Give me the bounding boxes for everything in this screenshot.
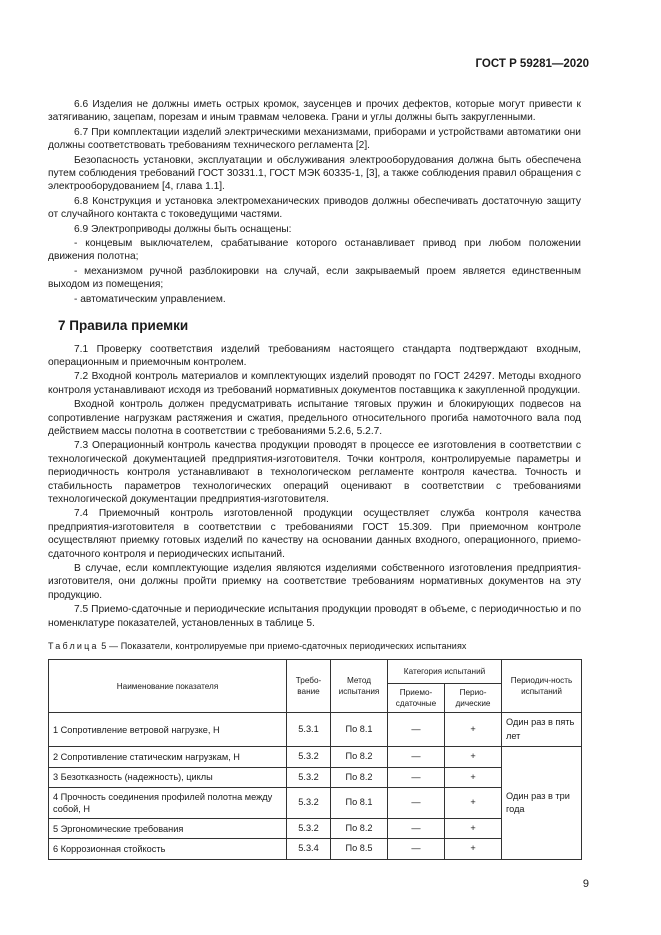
header-category: Категория испытаний: [388, 660, 502, 684]
row-requirement: 5.3.2: [287, 788, 331, 819]
row-requirement: 5.3.2: [287, 747, 331, 767]
header-acceptance: Приемо-сдаточные: [388, 684, 445, 713]
row-requirement: 5.3.4: [287, 839, 331, 859]
row-periodic: +: [445, 767, 502, 787]
row-method: По 8.2: [331, 819, 388, 839]
row-acceptance: —: [388, 819, 445, 839]
row-method: По 8.1: [331, 788, 388, 819]
header-name: Наименование показателя: [49, 660, 287, 713]
paragraph-7-1: 7.1 Проверку соответствия изделий требованиям настоящего стандарта подтверждают входным, операционным и приемочным контролем.: [48, 343, 581, 368]
row-periodic: +: [445, 788, 502, 819]
header-periodicity: Периодич-ность испытаний: [502, 660, 582, 713]
row-acceptance: —: [388, 839, 445, 859]
paragraph-own-components: В случае, если комплектующие изделия являются изделиями собственного изготовления предприятия-изготовителя, они должны пройти приемку на соответствие требованиям нормативных документов на эту продукцию.: [48, 563, 581, 601]
paragraph-input-control: Входной контроль должен предусматривать испытание тяговых пружин и блокирующих подвесов на сопротивление нагрузкам растяжения и сжатия, предельного относительного прогиба намоточного вала под действием массы полотна в соответствии с требованиями 5.2.6, 5.2.7.: [48, 399, 581, 437]
row-periodic: +: [445, 713, 502, 747]
row-requirement: 5.3.1: [287, 713, 331, 747]
paragraph-7-4: 7.4 Приемочный контроль изготовленной продукции осуществляет служба контроля качества предприятия-изготовителя в соответствии с требованиями ГОСТ 15.309. При приемочном контроле осуществляют приемку готовых изделий по качеству на основании данных входного, операционного, приемо-сдаточного контроля и периодических испытаний.: [48, 508, 581, 560]
paragraph-6-9: 6.9 Электроприводы должны быть оснащены:: [74, 223, 292, 235]
paragraph-6-6: 6.6 Изделия не должны иметь острых кромок, заусенцев и прочих дефектов, которые могут привести к затягиванию, зацепам, порезам и иным травмам человека. Грани и углы должны быть закругленными.: [48, 99, 581, 124]
row-periodicity: Один раз в пять лет: [502, 713, 582, 747]
row-acceptance: —: [388, 747, 445, 767]
row-periodic: +: [445, 839, 502, 859]
table-row: [49, 713, 582, 747]
table-caption-prefix: Таблица: [48, 641, 99, 652]
table-header-row: [49, 660, 582, 684]
header-requirement: Требо-вание: [287, 660, 331, 713]
row-method: По 8.5: [331, 839, 388, 859]
row-periodic: +: [445, 819, 502, 839]
row-method: По 8.1: [331, 713, 388, 747]
list-item-limit-switch: - концевым выключателем, срабатывание которого останавливает привод при любом положении движения полотна;: [48, 238, 581, 263]
section-heading: 7 Правила приемки: [58, 318, 189, 334]
header-method: Метод испытания: [331, 660, 388, 713]
list-item-manual-unlock: - механизмом ручной разблокировки на случай, если закрываемый проем является единственным выходом из помещения;: [48, 265, 581, 291]
row-name: 3 Безотказность (надежность), циклы: [49, 767, 287, 787]
paragraph-electrical-safety: Безопасность установки, эксплуатации и обслуживания электрооборудования должна быть обеспечена путем соблюдения требований ГОСТ 30331.1, ГОСТ МЭК 60335-1, [3], а также соблюдения правил обращения с электрооборудованием [4, глава 1.1].: [48, 154, 581, 193]
row-method: По 8.2: [331, 767, 388, 787]
table-caption: [48, 640, 581, 653]
row-name: 5 Эргономические требования: [49, 819, 287, 839]
row-name: 1 Сопротивление ветровой нагрузке, Н: [49, 713, 287, 747]
paragraph-7-2: 7.2 Входной контроль материалов и комплектующих изделий проводят по ГОСТ 24297. Методы входного контроля устанавливают исходя из требований нормативных документов поставщика к закупленной продукции.: [48, 371, 581, 396]
row-periodicity-merged: Один раз в три года: [502, 747, 582, 860]
table-row: [49, 747, 582, 767]
indicators-table: [48, 659, 582, 859]
row-name: 6 Коррозионная стойкость: [49, 839, 287, 859]
table-caption-text: 5 — Показатели, контролируемые при приемо-сдаточных периодических испытаниях: [98, 641, 467, 652]
row-requirement: 5.3.2: [287, 819, 331, 839]
document-body: [48, 98, 581, 860]
paragraph-7-3: 7.3 Операционный контроль качества продукции проводят в процессе ее изготовления в соответствии с технологической документацией предприятия-изготовителя. Точки контроля, контролируемые параметры и периодичность контроля устанавливают в технологическом регламенте контроля качества. Точность и стабильность параметров технологических операций оценивают в соответствии с требованиями технологической документации предприятия-изготовителя.: [48, 440, 581, 505]
row-name: 4 Прочность соединения профилей полотна между собой, Н: [49, 788, 287, 819]
list-item-auto-control: - автоматическим управлением.: [74, 293, 226, 305]
page-number: 9: [582, 878, 589, 890]
row-name: 2 Сопротивление статическим нагрузкам, Н: [49, 747, 287, 767]
row-periodic: +: [445, 747, 502, 767]
row-acceptance: —: [388, 713, 445, 747]
row-method: По 8.2: [331, 747, 388, 767]
row-requirement: 5.3.2: [287, 767, 331, 787]
paragraph-6-8: 6.8 Конструкция и установка электромеханических приводов должны обеспечивать достаточную защиту от случайного контакта с токоведущими частями.: [48, 195, 581, 221]
paragraph-7-5: 7.5 Приемо-сдаточные и периодические испытания продукции проводят в объеме, с периодичностью и по номенклатуре показателей, установленных в таблице 5.: [48, 604, 581, 629]
row-acceptance: —: [388, 788, 445, 819]
standard-number: ГОСТ Р 59281—2020: [475, 58, 589, 70]
row-acceptance: —: [388, 767, 445, 787]
paragraph-6-7: 6.7 При комплектации изделий электрическими механизмами, приборами и устройствами автоматики они должны соответствовать требованиям технического регламента [2].: [48, 126, 581, 152]
header-periodic: Перио-дические: [445, 684, 502, 713]
